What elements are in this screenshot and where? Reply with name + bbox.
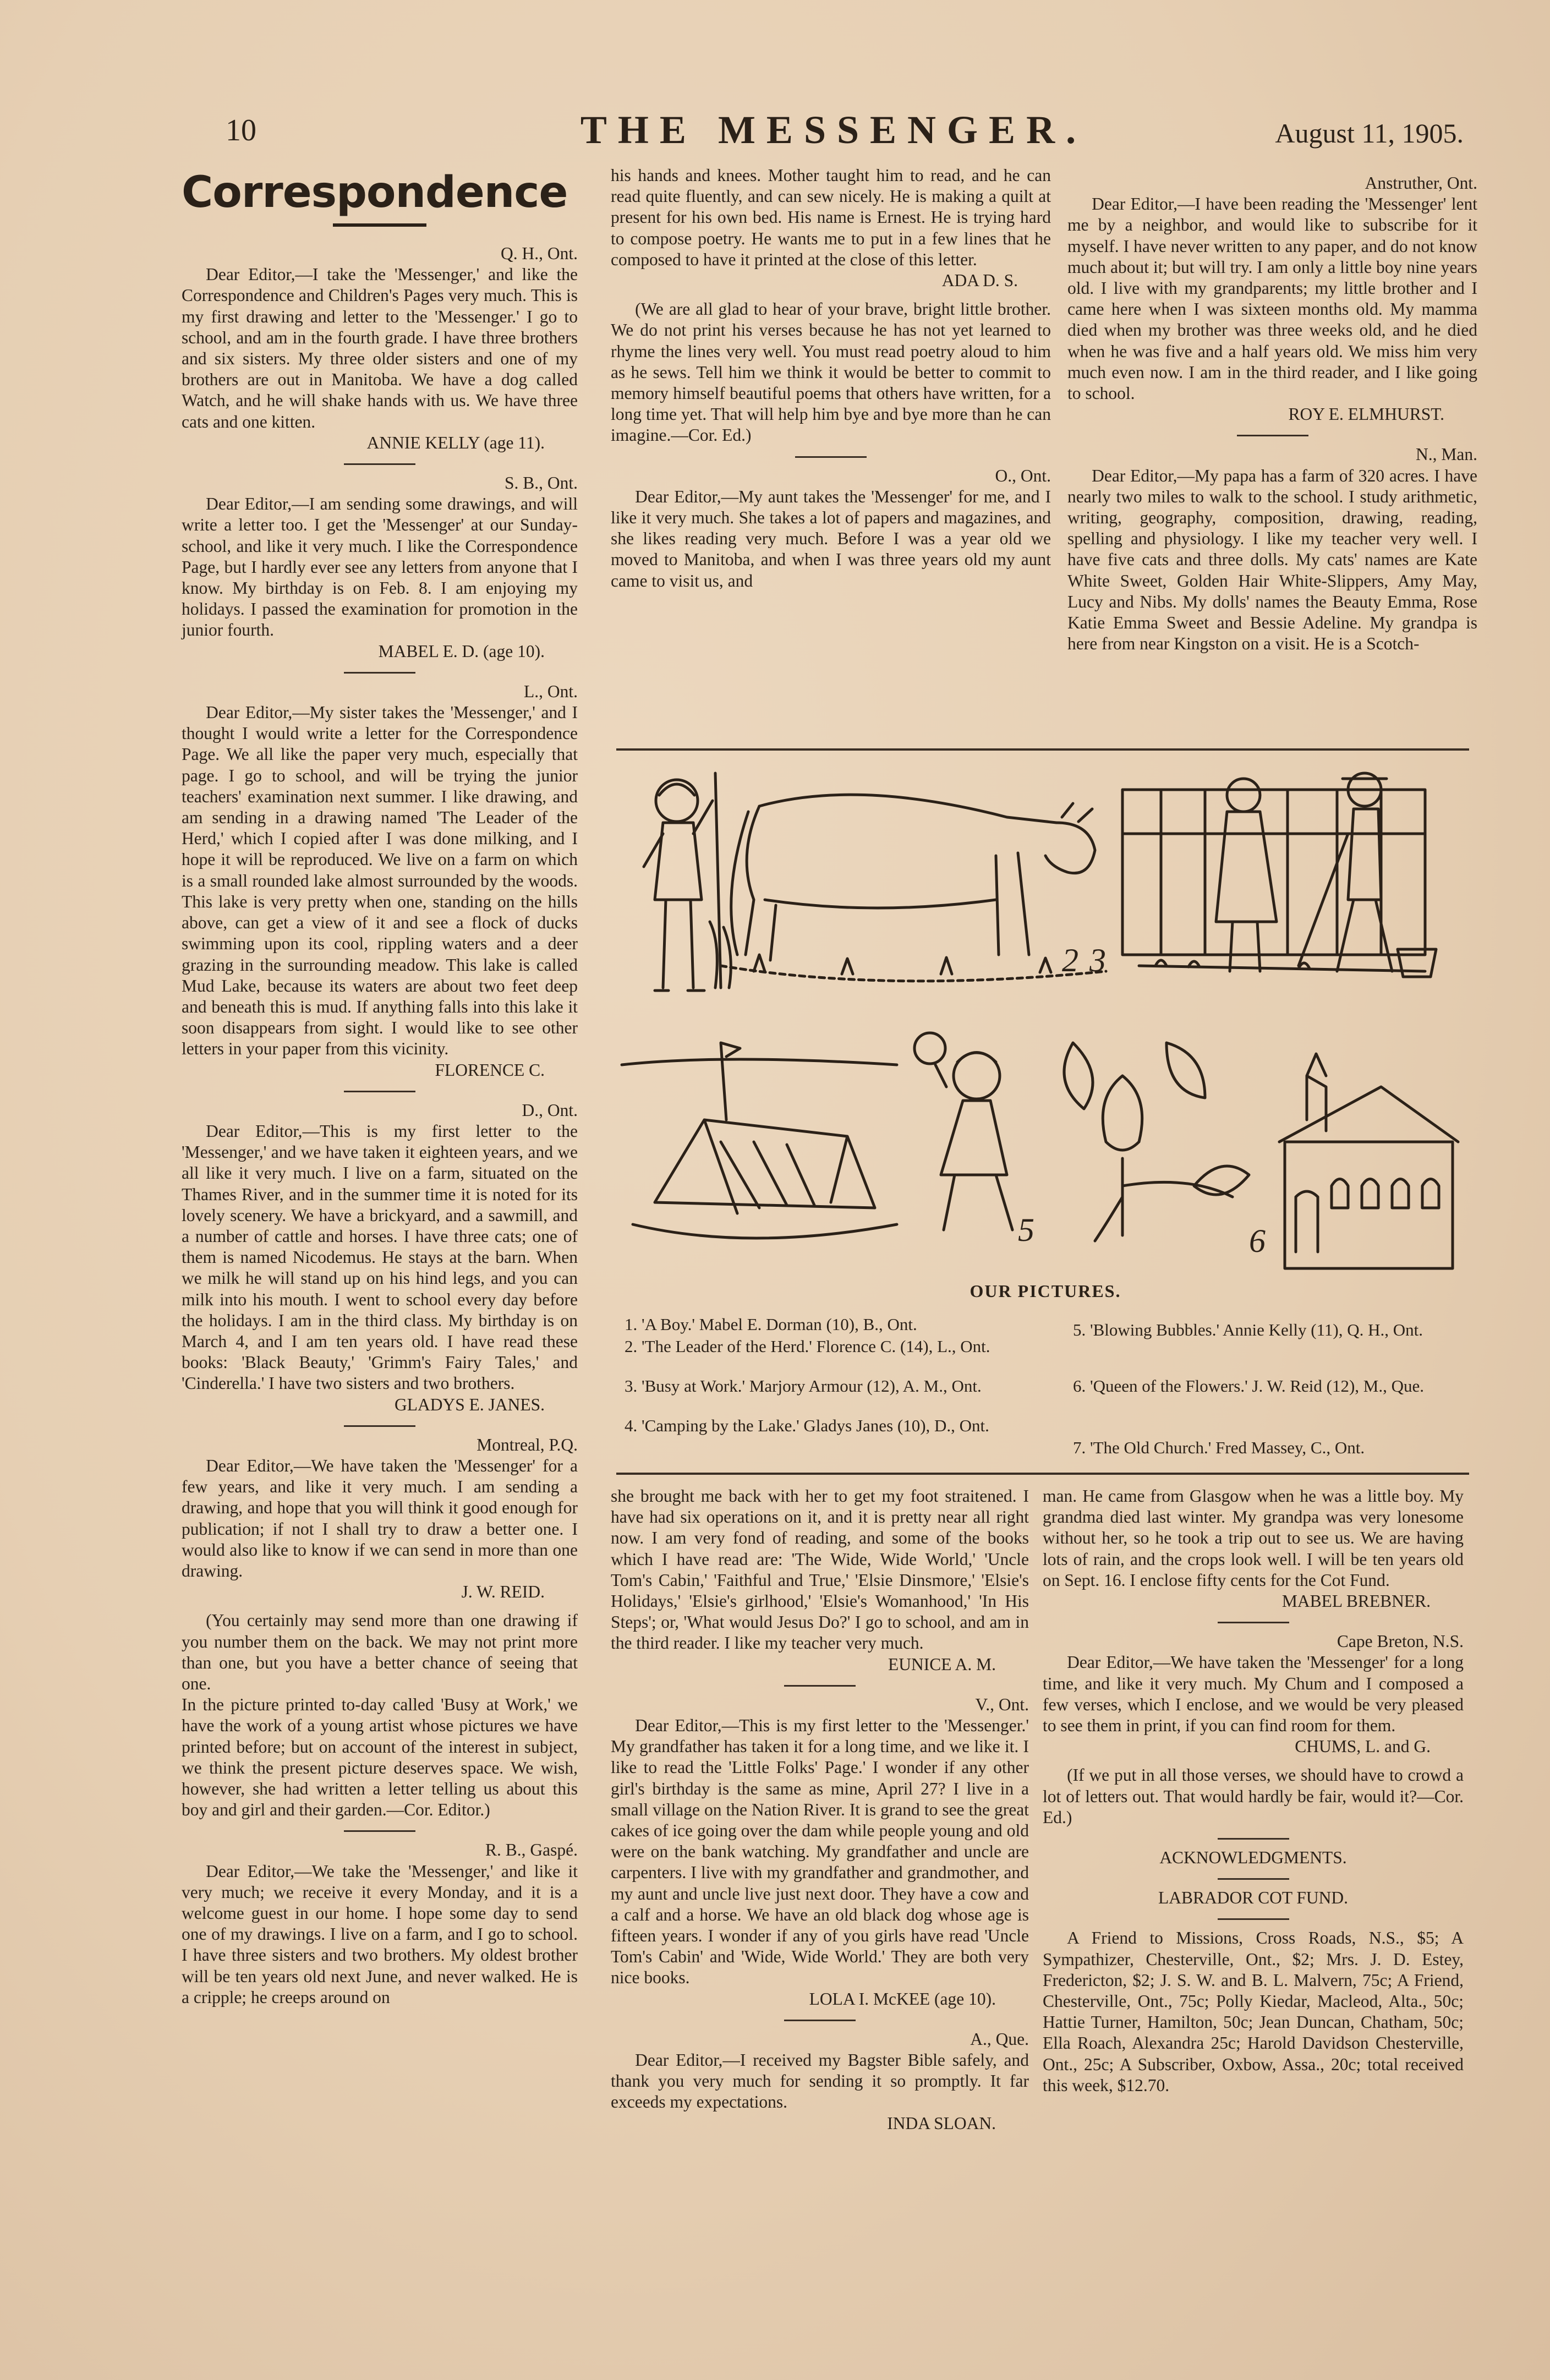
letter-place: Cape Breton, N.S. xyxy=(1337,1632,1464,1651)
picture-bottom-rule xyxy=(616,1473,1469,1475)
divider xyxy=(1218,1838,1289,1840)
picture-number: 6 xyxy=(1249,1223,1266,1259)
drawing-the-old-church xyxy=(1279,1054,1458,1268)
editor-note: (You certainly may send more than one drawing if you number them on the back. We may not print more than one, but you have a better chance of seeing that one. In the picture printed to-day called 'Busy at Work,' we have the work of a young artist whose pictures we have printed before; but on account of the interest in subject, we think the present picture deserves space. We wish, however, she had written a letter telling us about this boy and girl and their garden.—Cor. Editor.) xyxy=(182,1611,578,1820)
letter-signature: MABEL BREBNER. xyxy=(1281,1591,1431,1611)
letter xyxy=(182,681,578,1081)
letter-place: N., Man. xyxy=(1416,445,1477,464)
picture-caption: 7. 'The Old Church.' Fred Massey, C., Ont. xyxy=(1073,1438,1365,1457)
letter xyxy=(182,243,578,453)
letter-body: Dear Editor,—I have been reading the 'Messenger' lent me by a neighbor, and would like to subscribe for it myself. I have never written to any paper, and do not know much about it; but will try. I am only a little boy nine years old. I live with my grandparents; my little brother and I came here when I was sixteen months old. My mamma died when my brother was three weeks old, and he died when he was five and a half years old. We miss him very much even now. I am in the third reader, and I like going to school. xyxy=(1067,194,1477,403)
drawing-blowing-bubbles xyxy=(914,1033,1012,1230)
issue-date: August 11, 1905. xyxy=(1275,118,1464,149)
drawing-queen-of-the-flowers xyxy=(1064,1043,1249,1241)
picture-top-rule xyxy=(616,748,1469,751)
cot-fund-title: LABRADOR COT FUND. xyxy=(1158,1888,1349,1908)
letter-place: Q. H., Ont. xyxy=(501,244,578,263)
letter-continuation: man. He came from Glasgow when he was a little boy. My grandma died last winter. My grandpa was very lonesome without her, so he took a trip out to see us. We are having lots of rain, and the crops look well. I will be ten years old on Sept. 16. I enclose fifty cents for the Cot Fund. xyxy=(1043,1486,1464,1590)
picture-caption: 2. 'The Leader of the Herd.' Florence C. (14), L., Ont. xyxy=(625,1337,990,1356)
picture-caption: 1. 'A Boy.' Mabel E. Dorman (10), B., Ont. xyxy=(625,1315,917,1334)
letter-continuation: his hands and knees. Mother taught him to read, and he can read quite fluently, and can sew nicely. He is making a quilt at present for his own bed. His name is Ernest. He is trying hard to compose poetry. He wants me to put in a few lines that he composed to have it printed at the close of this letter. xyxy=(611,166,1051,269)
letter-body: Dear Editor,—This is my first letter to the 'Messenger,' and we have taken it eighteen years, and we all like it very much. I live on a farm, situated on the Thames River, and in the summer time it is noted for its lovely scenery. We have a brickyard, and a sawmill, and a number of cattle and horses. I have three cats; one of them is named Nicodemus. He stays at the barn. When we milk he will stand up on his hind legs, and you can milk into his mouth. I went to school every day before the holidays. I am in the third class. My birthday is on March 4, and I am ten years old. I have read these books: 'Black Beauty,' 'Grimm's Fairy Tales,' and 'Cinderella.' I have two sisters and two brothers. xyxy=(182,1121,578,1393)
letter-place: A., Que. xyxy=(970,2029,1029,2049)
divider xyxy=(344,672,415,674)
letter-place: L., Ont. xyxy=(524,681,578,701)
page-number: 10 xyxy=(226,113,256,147)
letter-place: D., Ont. xyxy=(522,1100,578,1120)
letter-body: Dear Editor,—We have taken the 'Messenger' for a few years, and like it very much. I am sending a drawing, and hope that you will think it good enough for publication; if not I shall try to draw a better one. I would also like to know if we can send in more than one drawing. xyxy=(182,1456,578,1580)
letter-signature: CHUMS, L. and G. xyxy=(1295,1737,1431,1757)
divider xyxy=(1218,1622,1289,1623)
column-2-bottom xyxy=(611,1486,1029,2134)
drawing-busy-at-work xyxy=(1122,773,1436,977)
divider xyxy=(784,2020,856,2021)
page-header xyxy=(182,107,1486,160)
letter-place: S. B., Ont. xyxy=(504,473,578,493)
editor-note: (If we put in all those verses, we should have to crowd a lot of letters out. That would hardly be fair, would it?—Cor. Ed.) xyxy=(1043,1765,1464,1827)
letter-signature: ADA D. S. xyxy=(941,271,1018,291)
picture-caption: 3. 'Busy at Work.' Marjory Armour (12), A. M., Ont. xyxy=(625,1376,982,1396)
letter-body: Dear Editor,—I am sending some drawings, and will write a letter too. I get the 'Messenger' at our Sunday-school, and like it very much. I like the Correspondence Page, but I hardly ever see any letters from anyone that I know. My birthday is on Feb. 8. I am enjoying my holidays. I passed the examination for promotion in the junior fourth. xyxy=(182,494,578,640)
letter-place: R. B., Gaspé. xyxy=(485,1840,578,1860)
acknowledgments-title: ACKNOWLEDGMENTS. xyxy=(1159,1848,1347,1868)
divider xyxy=(1237,435,1308,436)
editor-note: (We are all glad to hear of your brave, bright little brother. We do not print his verses because he has not yet learned to rhyme the lines very well. You must read poetry aloud to him as he sews. Tell him we think it would be better to commit to memory himself beautiful poems that others have written, for a long time yet. That will help him bye and bye more than he can imagine.—Cor. Ed.) xyxy=(611,299,1051,445)
letter-body: Dear Editor,—This is my first letter to the 'Messenger.' My grandfather has taken it for a long time, and we like it. I like to read the 'Little Folks' Page.' I wonder if any other girl's birthday is the same as mine, April 27? I live in a small village on the Nation River. It is grand to see the great cakes of ice going over the dam while people young and old were on the bank watching. My grandfather and uncle are carpenters. I live with my grandfather and grandmother, and my aunt and uncle live just next door. They have a cow and a calf and a horse. We have an old black dog whose age is fifteen years. I wonder if any of you girls have read 'Uncle Tom's Cabin' and 'Wide, Wide World.' They are both very nice books. xyxy=(611,1716,1029,1988)
picture-caption: 4. 'Camping by the Lake.' Gladys Janes (10), D., Ont. xyxy=(625,1416,989,1435)
divider xyxy=(1218,1878,1289,1880)
drawing-a-boy xyxy=(644,773,731,991)
drawing-camping-by-the-lake xyxy=(622,1043,897,1238)
picture-number: 3 xyxy=(1089,942,1106,978)
column-2 xyxy=(611,165,1051,592)
children-drawings xyxy=(611,757,1480,1285)
letter-body: Dear Editor,—I take the 'Messenger,' and like the Correspondence and Children's Pages very much. This is my first drawing and letter to the 'Messenger.' I go to school, and am in the fourth grade. I have three brothers and six sisters. My three older sisters and one of my brothers are out in Manitoba. We have a dog called Watch, and he will shake hands with us. We have three cats and one kitten. xyxy=(182,265,578,431)
heading-rule xyxy=(333,223,426,227)
newspaper-title: THE MESSENGER. xyxy=(580,108,1087,152)
letter-signature: ROY E. ELMHURST. xyxy=(1288,404,1444,424)
divider xyxy=(344,463,415,465)
letter xyxy=(182,1100,578,1415)
picture-caption: 5. 'Blowing Bubbles.' Annie Kelly (11), Q. H., Ont. xyxy=(1073,1320,1423,1339)
letter-signature: EUNICE A. M. xyxy=(888,1654,996,1674)
letter-place: V., Ont. xyxy=(975,1694,1029,1714)
column-3 xyxy=(1067,165,1477,654)
letter-body: Dear Editor,—I received my Bagster Bible safely, and thank you very much for sending it so promptly. It far exceeds my expectations. xyxy=(611,2050,1029,2112)
letter-body: Dear Editor,—We take the 'Messenger,' and like it very much; we receive it every Monday, and it is a welcome guest in our home. I hope some day to send one of my drawings. I live on a farm, and I go to school. I have three sisters and two brothers. My oldest brother will be ten years old next June, and never walked. He is a cripple; he creeps around on xyxy=(182,1861,578,2007)
column-3-bottom xyxy=(1043,1486,1464,2096)
picture-number: 5 xyxy=(1018,1212,1034,1248)
letter xyxy=(182,1840,578,2008)
divider xyxy=(344,1091,415,1092)
acknowledgments-list: A Friend to Missions, Cross Roads, N.S., $5; A Sympathizer, Chesterville, Ont., $2; Mrs. J. D. Estey, Fredericton, $2; J. S. W. and B. L. Malvern, 75c; A Friend, Chesterville, Ont., 75c; Polly Kiedar, Macleod, Alta., 50c; Hattie Turner, Hamilton, 50c; Jean Duncan, Chatham, 50c; Ella Roach, Alexandra 25c; Harold Davidson Chesterville, Ont., 25c; A Subscriber, Oxbow, Assa., 20c; total received this week, $12.70. xyxy=(1043,1928,1464,2095)
letter-place: Anstruther, Ont. xyxy=(1365,173,1477,193)
divider xyxy=(1218,1918,1289,1920)
letter-signature: LOLA I. McKEE (age 10). xyxy=(809,1989,996,2009)
letter-body: Dear Editor,—We have taken the 'Messenger' for a long time, and like it very much. My Chum and I composed a few verses, which I enclose, and we would be very pleased to see them in print, if you can find room for them. xyxy=(1043,1653,1464,1736)
divider xyxy=(795,456,867,458)
section-heading: Correspondence xyxy=(182,168,568,217)
letter-signature: GLADYS E. JANES. xyxy=(394,1394,545,1414)
drawing-leader-of-the-herd xyxy=(721,795,1106,981)
letter-signature: INDA SLOAN. xyxy=(887,2113,996,2133)
letter xyxy=(182,473,578,662)
letter-body: Dear Editor,—My aunt takes the 'Messenger' for me, and I like it very much. She takes a lot of papers and magazines, and she likes reading very much. Before I was a year old we moved to Manitoba, and when I was three years old my aunt came to visit us, and xyxy=(611,486,1051,590)
divider xyxy=(784,1685,856,1687)
letter xyxy=(182,1435,578,1603)
column-1 xyxy=(182,165,578,2008)
picture-caption: 6. 'Queen of the Flowers.' J. W. Reid (12), M., Que. xyxy=(1073,1376,1424,1396)
letter-signature: ANNIE KELLY (age 11). xyxy=(366,433,545,452)
letter-body: Dear Editor,—My sister takes the 'Messenger,' and I thought I would write a letter for the Correspondence Page. We all like the paper very much, especially that page. I go to school, and will be trying the junior teachers' examination next summer. I like drawing, and am sending in a drawing named 'The Leader of the Herd,' which I copied after I was done milking, and I hope it will be reproduced. We live on a farm on which is a small rounded lake almost surrounded by the woods. This lake is very pretty when one, standing on the hills above, can get a view of it and see a flock of ducks swimming upon its cool, rippling waters and a deer grazing in the surrounding meadow. This lake is called Mud Lake, because its waters are about two feet deep and beneath this is mud. If anything falls into this lake it soon disappears from sight. I would like to see other letters in your paper from this vicinity. xyxy=(182,703,578,1059)
letter-signature: FLORENCE C. xyxy=(435,1060,545,1080)
letter-body: Dear Editor,—My papa has a farm of 320 acres. I have nearly two miles to walk to the school. I study arithmetic, writing, geography, composition, drawing, reading, spelling and physiology. I like my teacher very well. I have five cats and three dolls. My cats' names are Kate White Sweet, Golden Hair White-Slippers, Amy May, Lucy and Nibs. My dolls' names the Beauty Emma, Rose Katie Emma Sweet and Bessie Adeline. My grandpa is here from near Kingston on a visit. He is a Scotch- xyxy=(1067,466,1477,654)
divider xyxy=(344,1830,415,1832)
divider xyxy=(344,1425,415,1427)
picture-number: 2 xyxy=(1062,942,1078,978)
letter-signature: MABEL E. D. (age 10). xyxy=(378,641,545,661)
letter-signature: J. W. REID. xyxy=(461,1582,545,1602)
our-pictures-title: OUR PICTURES. xyxy=(970,1281,1121,1301)
letter-continuation: she brought me back with her to get my foot straitened. I have had six operations on it, and it is pretty near all right now. I am very fond of reading, and some of the books which I have read are: 'The Wide, Wide World,' 'Uncle Tom's Cabin,' 'Faithful and True,' 'Elsie Dinsmore,' 'Elsie's Holidays,' 'Elsie's girlhood,' 'Elsie's Womanhood,' 'In His Steps'; or, 'What would Jesus Do?' I go to school, and am in the third reader. I like my teacher very much. xyxy=(611,1486,1029,1653)
letter-place: O., Ont. xyxy=(995,466,1051,485)
letter-place: Montreal, P.Q. xyxy=(476,1435,578,1454)
